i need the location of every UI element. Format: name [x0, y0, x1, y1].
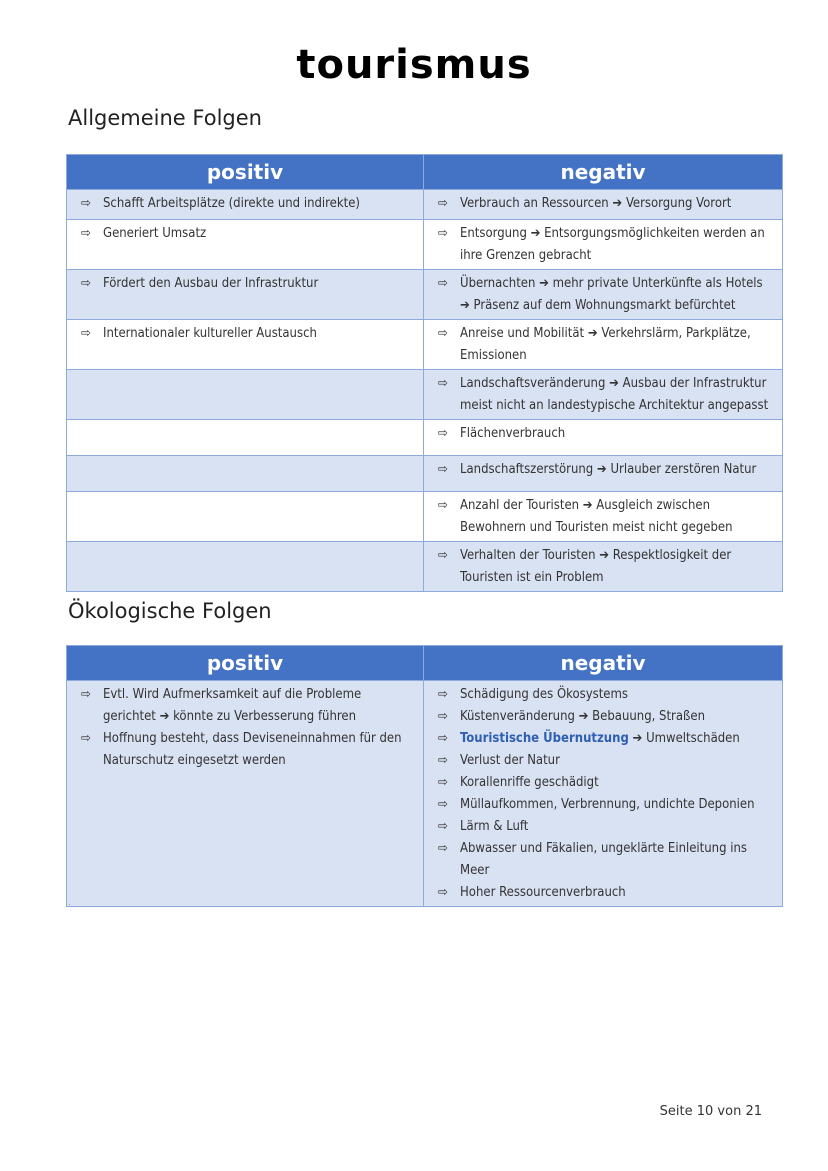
negativ-cell [424, 492, 783, 542]
positiv-cell [67, 420, 424, 456]
list-item [438, 459, 776, 481]
positiv-cell [67, 542, 424, 592]
arrow-right-icon: ⇨ [438, 775, 448, 790]
page-number: Seite 10 von 21 [659, 1104, 762, 1119]
list-item-text: Müllaufkommen, Verbrennung, undichte Deponien [460, 797, 755, 812]
list-item [438, 323, 776, 367]
negativ-cell [424, 681, 783, 907]
section-heading-allgemein: Allgemeine Folgen [68, 106, 262, 130]
positiv-cell [67, 320, 424, 370]
list-item [438, 684, 776, 706]
positiv-cell [67, 456, 424, 492]
table-row [67, 456, 783, 492]
list-item-text: Verlust der Natur [460, 753, 560, 768]
list-item [81, 728, 417, 772]
arrow-right-icon: ⇨ [438, 462, 448, 477]
list-item [438, 838, 776, 882]
list-item-text: Landschaftszerstörung ➔ Urlauber zerstören Natur [460, 462, 757, 477]
arrow-right-icon: ⇨ [438, 753, 448, 768]
list-item-text: Schafft Arbeitsplätze (direkte und indirekte) [103, 196, 360, 211]
arrow-right-icon: ⇨ [438, 731, 448, 746]
list-item-text: Generiert Umsatz [103, 226, 207, 241]
list-item-text: Lärm & Luft [460, 819, 529, 834]
list-item-text: Hoher Ressourcenverbrauch [460, 885, 626, 900]
arrow-right-icon: ⇨ [438, 226, 448, 241]
list-item-text: Fördert den Ausbau der Infrastruktur [103, 276, 319, 291]
arrow-right-icon: ⇨ [438, 885, 448, 900]
arrow-right-icon: ⇨ [438, 687, 448, 702]
list-item [438, 545, 776, 589]
arrow-right-icon: ⇨ [438, 376, 448, 391]
table-oekologische-folgen [66, 645, 783, 907]
list-item [81, 684, 417, 728]
list-item-text: Abwasser und Fäkalien, ungeklärte Einleitung ins Meer [460, 841, 747, 878]
positiv-cell [67, 270, 424, 320]
arrow-right-icon: ⇨ [438, 797, 448, 812]
positiv-cell [67, 492, 424, 542]
table-row [67, 270, 783, 320]
arrow-right-icon: ⇨ [81, 226, 91, 241]
list-item-text: Hoffnung besteht, dass Deviseneinnahmen für den Naturschutz eingesetzt werden [103, 731, 402, 768]
table-row [67, 420, 783, 456]
list-item [81, 273, 417, 295]
list-item-text: Flächenverbrauch [460, 426, 566, 441]
arrow-right-icon: ⇨ [81, 276, 91, 291]
list-item [438, 772, 776, 794]
arrow-right-icon: ⇨ [438, 709, 448, 724]
list-item-text: Internationaler kultureller Austausch [103, 326, 317, 341]
section-heading-oekologisch: Ökologische Folgen [68, 599, 272, 623]
negativ-cell [424, 270, 783, 320]
column-header-negativ: negativ [424, 646, 783, 681]
table-row [67, 370, 783, 420]
negativ-cell [424, 370, 783, 420]
arrow-right-icon: ⇨ [81, 687, 91, 702]
stray-mark: . [68, 898, 71, 907]
list-item [81, 323, 417, 345]
list-item-text: Korallenriffe geschädigt [460, 775, 599, 790]
arrow-right-icon: ⇨ [438, 426, 448, 441]
list-item [438, 373, 776, 417]
list-item-text: Landschaftsveränderung ➔ Ausbau der Infrastruktur meist nicht an landestypische Architektur angepasst [460, 376, 769, 413]
list-item [438, 706, 776, 728]
arrow-right-icon: ⇨ [438, 326, 448, 341]
list-item [438, 223, 776, 267]
list-item [438, 794, 776, 816]
arrow-right-icon: ⇨ [438, 819, 448, 834]
list-item-text: Übernachten ➔ mehr private Unterkünfte als Hotels ➔ Präsenz auf dem Wohnungsmarkt befürchtet [460, 276, 763, 313]
negativ-cell [424, 320, 783, 370]
arrow-right-icon: ⇨ [81, 326, 91, 341]
list-item [438, 882, 776, 904]
arrow-right-icon: ⇨ [438, 548, 448, 563]
arrow-right-icon: ⇨ [438, 498, 448, 513]
page-title: tourismus [296, 42, 532, 88]
list-item-text: Küstenveränderung ➔ Bebauung, Straßen [460, 709, 706, 724]
list-item-text: Evtl. Wird Aufmerksamkeit auf die Probleme gerichtet ➔ könnte zu Verbesserung führen [103, 687, 362, 724]
arrow-right-icon: ⇨ [438, 276, 448, 291]
list-item [81, 193, 417, 215]
highlight-text: Touristische Übernutzung [460, 731, 629, 746]
table-row [67, 681, 783, 907]
list-item-text: Touristische Übernutzung ➔ Umweltschäden [460, 731, 740, 746]
positiv-cell [67, 370, 424, 420]
list-item [438, 750, 776, 772]
positiv-cell [67, 190, 424, 220]
negativ-cell [424, 542, 783, 592]
list-item [438, 728, 776, 750]
list-item [438, 193, 776, 215]
column-header-positiv: positiv [67, 646, 424, 681]
list-item-text: Verhalten der Touristen ➔ Respektlosigkeit der Touristen ist ein Problem [460, 548, 732, 585]
table-allgemeine-folgen [66, 154, 783, 592]
list-item [438, 423, 776, 445]
positiv-cell [67, 681, 424, 907]
negativ-cell [424, 190, 783, 220]
negativ-cell [424, 456, 783, 492]
list-item-text: Anzahl der Touristen ➔ Ausgleich zwischen Bewohnern und Touristen meist nicht gegeben [460, 498, 733, 535]
negativ-cell [424, 220, 783, 270]
positiv-cell [67, 220, 424, 270]
list-item-text: Schädigung des Ökosystems [460, 687, 628, 702]
list-item [438, 816, 776, 838]
table-row [67, 190, 783, 220]
list-item-text: Entsorgung ➔ Entsorgungsmöglichkeiten werden an ihre Grenzen gebracht [460, 226, 765, 263]
list-item [438, 273, 776, 317]
table-row [67, 542, 783, 592]
arrow-right-icon: ⇨ [81, 196, 91, 211]
table-row [67, 320, 783, 370]
list-item-text: Verbrauch an Ressourcen ➔ Versorgung Vorort [460, 196, 732, 211]
arrow-right-icon: ⇨ [438, 196, 448, 211]
table-row [67, 220, 783, 270]
negativ-cell [424, 420, 783, 456]
list-item [81, 223, 417, 245]
column-header-positiv: positiv [67, 155, 424, 190]
column-header-negativ: negativ [424, 155, 783, 190]
list-item-text: Anreise und Mobilität ➔ Verkehrslärm, Parkplätze, Emissionen [460, 326, 751, 363]
arrow-right-icon: ⇨ [81, 731, 91, 746]
list-item [438, 495, 776, 539]
arrow-right-icon: ⇨ [438, 841, 448, 856]
table-row [67, 492, 783, 542]
